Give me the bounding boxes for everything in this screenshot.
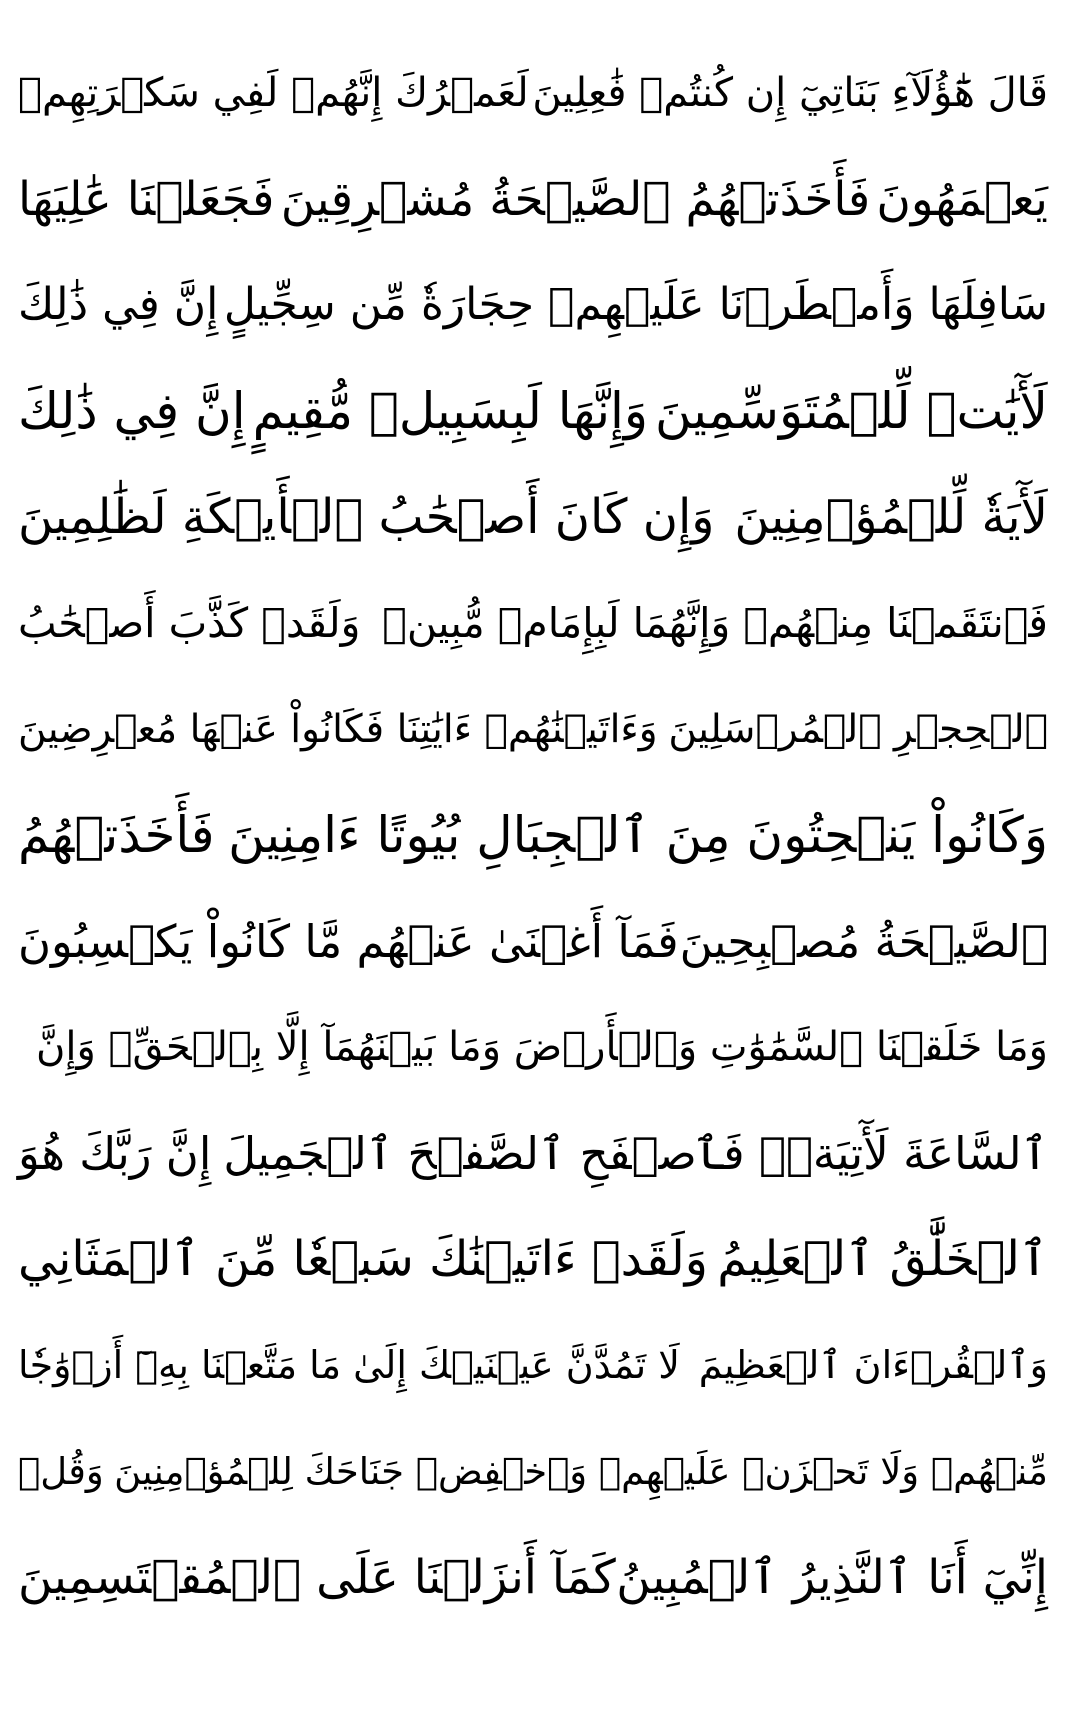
- verse-segment: لَأٓيَةٗ لِّلۡمُؤۡمِنِينَ: [734, 489, 1048, 545]
- verse-segment: ٱلۡحِجۡرِ ٱلۡمُرۡسَلِينَ: [668, 706, 1048, 752]
- text-line-1: [18, 40, 1048, 146]
- verse-segment: يَعۡمَهُونَ: [876, 171, 1048, 227]
- text-line-9: [18, 888, 1048, 994]
- verse-segment: إِنَّ رَبَّكَ هُوَ: [18, 1126, 212, 1180]
- text-line-7: [18, 676, 1048, 782]
- text-line-8: [18, 782, 1048, 888]
- verse-segment: وَلَقَدۡ كَذَّبَ أَصۡحَٰبُ: [18, 598, 361, 647]
- text-line-3: [18, 252, 1048, 358]
- verse-segment: ٱلۡخَلَّٰقُ ٱلۡعَلِيمُ: [717, 1231, 1048, 1287]
- verse-segment: مِّنۡهُمۡ وَلَا تَحۡزَنۡ عَلَيۡهِمۡ وَٱخۡفِضۡ جَنَاحَكَ لِلۡمُؤۡمِنِينَ: [114, 1449, 1048, 1493]
- text-line-6: [18, 570, 1048, 676]
- verse-segment: قَالَ هَٰٓؤُلَآءِ بَنَاتِيٓ إِن كُنتُمۡ فَٰعِلِينَ: [532, 70, 1048, 116]
- verse-segment: إِنَّ فِي ذَٰلِكَ: [18, 279, 219, 330]
- verse-segment: فَجَعَلۡنَا عَٰلِيَهَا: [18, 171, 275, 227]
- text-line-15: [18, 1524, 1048, 1630]
- verse-segment: لَعَمۡرُكَ إِنَّهُمۡ لَفِي سَكۡرَتِهِمۡ: [18, 70, 529, 116]
- verse-segment: إِنِّيٓ أَنَا ٱلنَّذِيرُ ٱلۡمُبِينُ: [616, 1549, 1048, 1605]
- text-line-10: [18, 994, 1048, 1100]
- verse-segment: فَأَخَذَتۡهُمُ: [18, 806, 215, 864]
- verse-segment: وَٱلۡقُرۡءَانَ ٱلۡعَظِيمَ: [698, 1343, 1048, 1387]
- verse-segment: إِنَّ فِي ذَٰلِكَ: [18, 382, 246, 440]
- verse-segment: لَأٓيَٰتٖ لِّلۡمُتَوَسِّمِينَ: [655, 382, 1048, 440]
- verse-segment: ٱلصَّيۡحَةُ مُصۡبِحِينَ: [679, 914, 1048, 968]
- text-line-2: [18, 146, 1048, 252]
- verse-segment: وَلَقَدۡ ءَاتَيۡنَٰكَ سَبۡعٗا مِّنَ ٱلۡمَثَانِي: [18, 1231, 708, 1287]
- verse-segment: وَءَاتَيۡنَٰهُمۡ ءَايَٰتِنَا فَكَانُواْ عَنۡهَا مُعۡرِضِينَ: [18, 706, 658, 752]
- verse-segment: فَأَخَذَتۡهُمُ ٱلصَّيۡحَةُ مُشۡرِقِينَ: [280, 171, 871, 227]
- text-line-11: [18, 1100, 1048, 1206]
- verse-segment: سَافِلَهَا وَأَمۡطَرۡنَا عَلَيۡهِمۡ حِجَارَةٗ مِّن سِجِّيلٍ: [223, 279, 1048, 330]
- verse-segment: وَإِنَّهَا لَبِسَبِيلٖ مُّقِيمٍ: [252, 382, 649, 440]
- text-line-5: [18, 464, 1048, 570]
- verse-segment: فَٱنتَقَمۡنَا مِنۡهُمۡ وَإِنَّهُمَا لَبِإِمَامٖ مُّبِينٖ: [382, 598, 1048, 647]
- text-line-14: [18, 1418, 1048, 1524]
- verse-segment: وَمَا خَلَقۡنَا ٱلسَّمَٰوَٰتِ وَٱلۡأَرۡضَ وَمَا بَيۡنَهُمَآ إِلَّا بِٱلۡحَقِّۗ وَإِنَّ: [35, 1024, 1048, 1070]
- verse-segment: وَإِن كَانَ أَصۡحَٰبُ ٱلۡأَيۡكَةِ لَظَٰلِمِينَ: [18, 489, 715, 545]
- verse-segment: فَمَآ أَغۡنَىٰ عَنۡهُم مَّا كَانُواْ يَكۡسِبُونَ: [18, 914, 679, 968]
- text-line-12: [18, 1206, 1048, 1312]
- verse-segment: وَكَانُواْ يَنۡحِتُونَ مِنَ ٱلۡجِبَالِ بُيُوتًا ءَامِنِينَ: [228, 806, 1048, 864]
- text-line-13: [18, 1312, 1048, 1418]
- text-line-4: [18, 358, 1048, 464]
- verse-segment: لَا تَمُدَّنَّ عَيۡنَيۡكَ إِلَىٰ مَا مَتَّعۡنَا بِهِۦٓ أَزۡوَٰجٗا: [18, 1343, 680, 1387]
- verse-segment: كَمَآ أَنزَلۡنَا عَلَى ٱلۡمُقۡتَسِمِينَ: [18, 1549, 616, 1605]
- verse-segment: وَقُلۡ: [18, 1449, 104, 1493]
- verse-segment: ٱلسَّاعَةَ لَأٓتِيَةٞۖ فَٱصۡفَحِ ٱلصَّفۡحَ ٱلۡجَمِيلَ: [223, 1126, 1048, 1180]
